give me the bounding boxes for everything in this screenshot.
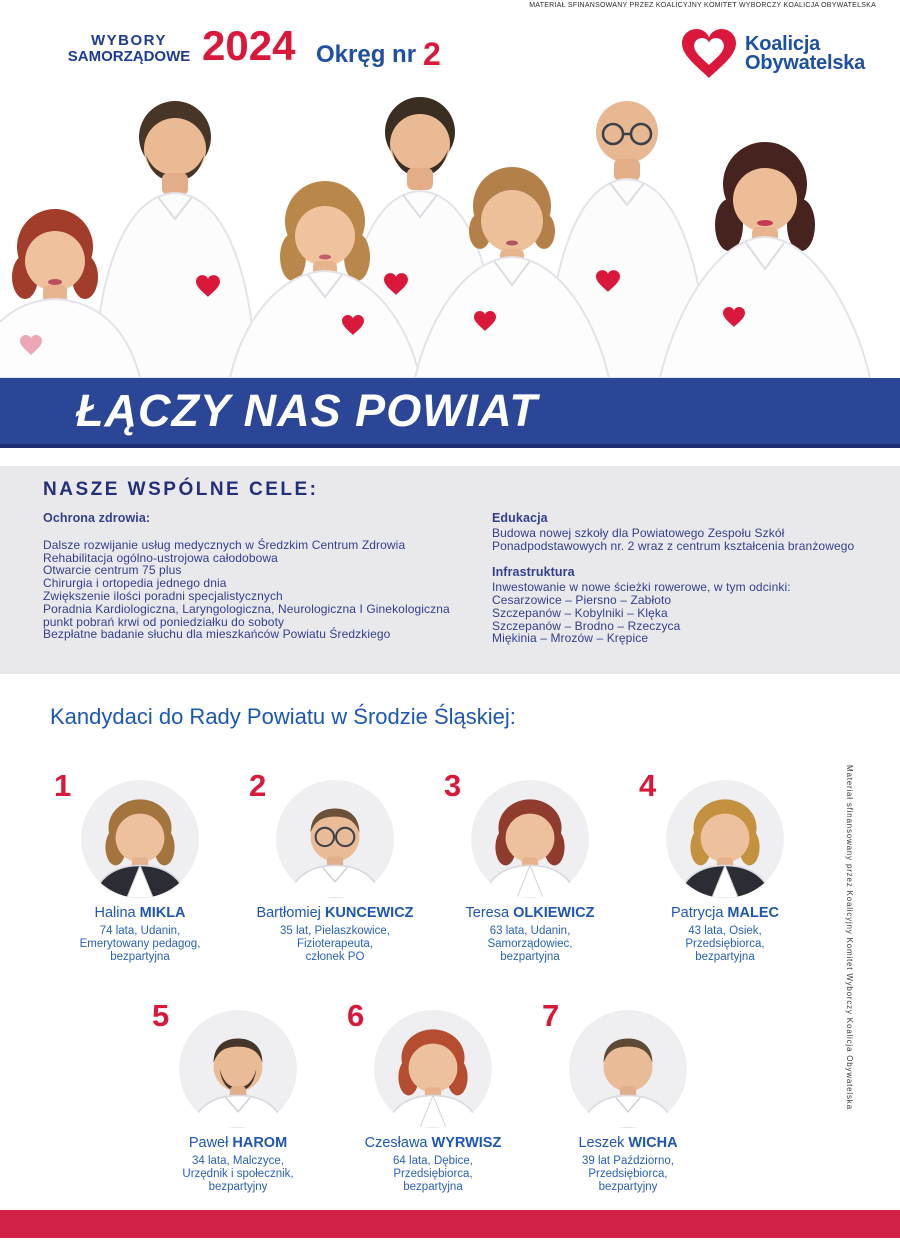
candidate-last-name: KUNCEWICZ [324, 905, 414, 921]
candidate-detail-line: 39 lat Paździorno, [581, 1155, 675, 1167]
candidate-detail-line: bezpartyjna [695, 951, 755, 963]
election-year: 2024 [202, 22, 296, 69]
candidate-name [432, 905, 628, 921]
candidate-card [237, 768, 433, 964]
candidate-detail-line: Przedsiębiorca, [685, 938, 765, 950]
candidate-last-name: HAROM [232, 1135, 288, 1151]
candidate-number: 4 [639, 768, 657, 803]
candidate-detail-line: bezpartyjny [598, 1181, 658, 1193]
candidate-card [335, 998, 531, 1194]
goal-item: Miękinia – Mrozów – Krępice [492, 631, 649, 646]
candidate-details [140, 1155, 336, 1194]
candidate-number: 2 [249, 768, 267, 803]
candidate-details [432, 925, 628, 964]
goal-item: Otwarcie centrum 75 plus [43, 563, 182, 578]
candidate-detail-line: członek PO [305, 951, 365, 963]
candidate-number: 1 [54, 768, 72, 803]
candidate-detail-line: bezpartyjna [110, 951, 170, 963]
candidate-last-name: WICHA [628, 1135, 678, 1151]
group-photo-illustration [0, 85, 900, 378]
candidate-card [432, 768, 628, 964]
candidate-detail-line: Emerytowany pedagog, [79, 938, 201, 950]
candidate-card [140, 998, 336, 1194]
group-photo [0, 85, 900, 378]
candidate-detail-line: 34 lata, Malczyce, [191, 1155, 285, 1167]
candidate-name [237, 905, 433, 921]
candidate-card [42, 768, 238, 964]
candidate-card [627, 768, 823, 964]
candidate-detail-line: Urzędnik i społecznik, [182, 1168, 294, 1180]
candidate-name [140, 1135, 336, 1151]
goal-item: Rehabilitacja ogólno-ustrojowa całodobowa [43, 550, 278, 565]
goal-item: Zwiększenie ilości poradni specjalistycznych [43, 588, 283, 603]
candidate-photo [179, 1010, 297, 1128]
candidate-detail-line: Przedsiębiorca, [588, 1168, 668, 1180]
candidate-details [42, 925, 238, 964]
election-title-line1: WYBORY [91, 32, 167, 49]
goal-item: Ponadpodstawowych nr. 2 wraz z centrum kształcenia branżowego [492, 538, 855, 553]
goal-item: Inwestowanie w nowe ścieżki rowerowe, w tym odcinki: [492, 580, 791, 595]
candidate-name [42, 905, 238, 921]
candidate-last-name: MIKLA [139, 905, 186, 921]
district-label-text: Okręg nr [316, 41, 417, 68]
funding-disclaimer-side: Materiał sfinansowany przez Koalicyjny Komitet Wyborczy Koalicja Obywatelska [845, 765, 854, 1110]
slogan-text: ŁĄCZY NAS POWIAT [76, 385, 538, 436]
candidate-name [335, 1135, 531, 1151]
candidate-detail-line: bezpartyjna [403, 1181, 463, 1193]
candidate-detail-line: 74 lata, Udanin, [99, 925, 181, 937]
goals-infrastructure-title: Infrastruktura [492, 565, 575, 580]
candidate-detail-line: 63 lata, Udanin, [489, 925, 571, 937]
district-number: 2 [423, 36, 441, 72]
candidate-detail-line: 35 lat, Pielaszkowice, [280, 925, 390, 937]
koalicja-obywatelska-logo [682, 29, 865, 78]
candidate-detail-line: Przedsiębiorca, [393, 1168, 473, 1180]
goal-item: Szczepanów – Brodno – Rzeczyca [492, 618, 681, 633]
election-title [58, 33, 200, 65]
candidate-first-name: Czesława [364, 1135, 428, 1151]
candidate-detail-line: Samorządowiec, [487, 938, 573, 950]
district-label [316, 36, 441, 73]
candidate-detail-line: 64 lata, Dębice, [393, 1155, 473, 1167]
candidate-photo [374, 1010, 492, 1128]
candidate-details [530, 1155, 726, 1194]
candidate-first-name: Teresa [465, 905, 510, 921]
goal-item: Szczepanów – Kobylniki – Klęka [492, 605, 668, 620]
candidate-number: 5 [152, 998, 170, 1033]
goal-item: Budowa nowej szkoły dla Powiatowego Zespołu Szkół [492, 525, 785, 540]
goal-item: Cesarzowice – Piersno – Zabłoto [492, 592, 672, 607]
election-title-line2: SAMORZĄDOWE [67, 48, 191, 65]
goals-right-column [492, 512, 887, 645]
candidate-photo [81, 780, 199, 898]
goal-item: Bezpłatne badanie słuchu dla mieszkańców Powiatu Średzkiego [43, 627, 391, 642]
goals-health-column [43, 512, 483, 641]
candidate-detail-line: bezpartyjny [208, 1181, 268, 1193]
candidate-details [237, 925, 433, 964]
candidate-first-name: Leszek [578, 1135, 625, 1151]
candidate-detail-line: 43 lata, Osiek, [688, 925, 762, 937]
goals-section [0, 466, 900, 674]
candidate-last-name: MALEC [727, 905, 779, 921]
goal-item: Chirurgia i ortopedia jednego dnia [43, 576, 227, 591]
candidate-number: 6 [347, 998, 365, 1033]
funding-disclaimer-top: MATERIAŁ SFINANSOWANY PRZEZ KOALICYJNY KOMITET WYBORCZY KOALICJA OBYWATELSKA [529, 2, 876, 9]
logo-line1: Koalicja [745, 32, 821, 55]
bottom-red-bar [0, 1210, 900, 1238]
candidate-details [335, 1155, 531, 1194]
candidate-last-name: OLKIEWICZ [513, 905, 595, 921]
candidate-detail-line: bezpartyjna [500, 951, 560, 963]
candidate-first-name: Patrycja [671, 905, 724, 921]
candidate-first-name: Halina [94, 905, 136, 921]
logo-line2: Obywatelska [745, 51, 866, 74]
candidate-photo [276, 780, 394, 898]
candidate-number: 7 [542, 998, 560, 1033]
candidate-detail-line: Fizioterapeuta, [296, 938, 374, 950]
logo-text [745, 32, 866, 74]
candidate-last-name: WYRWISZ [431, 1135, 502, 1151]
goals-health-title: Ochrona zdrowia: [43, 511, 151, 525]
candidate-number: 3 [444, 768, 462, 803]
candidates-heading: Kandydaci do Rady Powiatu w Środzie Śląskiej: [50, 704, 516, 729]
candidate-name [627, 905, 823, 921]
goal-item: Poradnia Kardiologiczna, Laryngologiczna, Neurologiczna I Ginekologiczna [43, 601, 450, 616]
goal-item: punkt pobrań krwi od poniedziałku do soboty [43, 614, 285, 629]
candidate-first-name: Paweł [188, 1135, 229, 1151]
candidate-photo [471, 780, 589, 898]
goals-education-title: Edukacja [492, 511, 548, 525]
candidate-first-name: Bartłomiej [256, 905, 321, 921]
candidate-details [627, 925, 823, 964]
heart-icon [682, 29, 736, 78]
candidate-card [530, 998, 726, 1194]
candidate-photo [569, 1010, 687, 1128]
candidate-photo [666, 780, 784, 898]
slogan-banner [0, 378, 900, 448]
goal-item: Dalsze rozwijanie usług medycznych w Średzkim Centrum Zdrowia [43, 537, 406, 552]
candidate-name [530, 1135, 726, 1151]
goals-heading: NASZE WSPÓLNE CELE: [43, 479, 319, 500]
